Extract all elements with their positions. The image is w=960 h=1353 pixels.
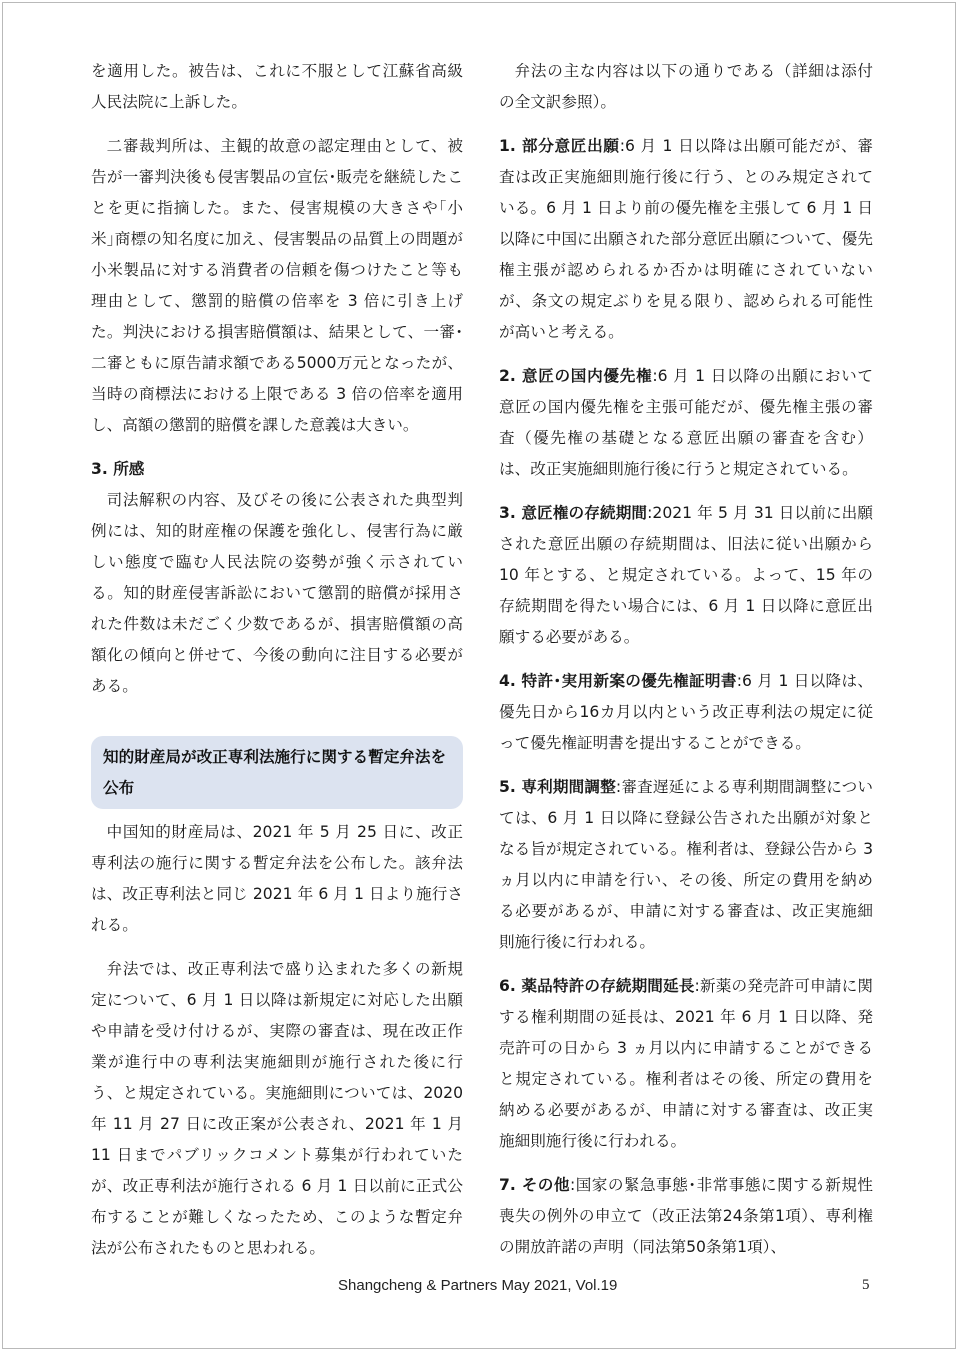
paragraph-measures-detail: 弁法では、改正専利法で盛り込まれた多くの新規定について、6 月 1 日以降は新規定に対応した出願や申請を受け付けるが、実際の審査は、現在改正作業が進行中の専利法実施細則が施行された後に行う、と規定されている。実施細則については、2020 年 11 月 27 日に改正案が公表され、2021 年 1 月 11 日までパブリックコメント募集が行われていたが、改正専利法が施行される 6 月 1 日以前に正式公布することが難しくなったため、このような暫定弁法が公布されたものと思われる。 [91,960,463,1257]
item-heading: 4. 特許･実用新案の優先権証明書 [499,672,737,690]
section-heading-impressions: 3. 所感 [91,460,145,478]
paragraph-impressions: 司法解釈の内容、及びその後に公表された典型判例には、知的財産権の保護を強化し、侵害行為に厳しい態度で臨む人民法院の姿勢が強く示されている。知的財産侵害訴訟において懲罰的賠償が採用された件数は未だごく少数であるが、損害賠償額の高額化の傾向と併せて、今後の動向に注目する必要がある。 [91,491,463,695]
footer-publication: Shangcheng & Partners May 2021, Vol.19 [338,1277,618,1294]
item-heading: 2. 意匠の国内優先権 [499,367,653,385]
list-item [499,131,873,348]
paragraph-measures-intro: 弁法の主な内容は以下の通りである（詳細は添付の全文訳参照）。 [499,62,873,111]
item-body: :6 月 1 日以降は出願可能だが、審査は改正実施細則施行後に行う、とのみ規定されている。6 月 1 日より前の優先権を主張して 6 月 1 日以降に中国に出願された部分意匠出願について、優先権主張が認められるか否かは明確にされていないが、条文の規定ぶりを見る限り、認められる可能性が高いと考える。 [499,137,874,341]
item-body: :6 月 1 日以降の出願において意匠の国内優先権を主張可能だが、優先権主張の審査（優先権の基礎となる意匠出願の審査を含む）は、改正実施細則施行後に行うと規定されている。 [499,367,874,478]
paragraph-second-instance: 二審裁判所は、主観的故意の認定理由として、被告が一審判決後も侵害製品の宣伝･販売を継続したことを更に指摘した。また、侵害規模の大きさや｢小米｣商標の知名度に加え、侵害製品の品質上の問題が小米製品に対する消費者の信頼を傷つけたこと等も理由として、懲罰的賠償の倍率を 3 倍に引き上げた。判決における損害賠償額は、結果として、一審･二審ともに原告請求額である5000万元となったが、当時の商標法における上限である 3 倍の倍率を適用し、高額の懲罰的賠償を課した意義は大きい。 [91,137,463,434]
item-heading: 5. 専利期間調整 [499,778,616,796]
paragraph-announcement: 中国知的財産局は、2021 年 5 月 25 日に、改正専利法の施行に関する暫定弁法を公布した。該弁法は、改正専利法と同じ 2021 年 6 月 1 日より施行される。 [91,823,463,934]
item-body: :6 月 1 日以降は、優先日から16カ月以内という改正専利法の規定に従って優先権証明書を提出することができる。 [499,672,874,752]
right-column [499,56,873,1276]
list-item [499,1170,873,1263]
item-body: :国家の緊急事態･非常事態に関する新規性喪失の例外の申立て（改正法第24条第1項）、専利権の開放許諾の声明（同法第50条第1項）、 [499,1176,873,1256]
topic-heading-box: 知的財産局が改正専利法施行に関する暫定弁法を公布 [91,736,463,809]
list-item [499,666,873,759]
paragraph-trial-appeal: を適用した。被告は、これに不服として江蘇省高級人民法院に上訴した。 [91,62,463,111]
item-heading: 7. その他 [499,1176,570,1194]
list-item [499,498,873,653]
list-item [499,361,873,485]
item-heading: 3. 意匠権の存続期間 [499,504,648,522]
item-body: :審査遅延による専利期間調整については、6 月 1 日以降に登録公告された出願が対象となる旨が規定されている。権利者は、登録公告から 3 ヵ月以内に申請を行い、その後、所定の費用を納める必要があるが、申請に対する審査は、改正実施細則施行後に行われる。 [499,778,873,951]
list-item [499,772,873,958]
page-number: 5 [862,1277,870,1293]
left-column [91,56,463,1277]
item-heading: 6. 薬品特許の存続期間延長 [499,977,695,995]
item-body: :2021 年 5 月 31 日以前に出願された意匠出願の存続期間は、旧法に従い出願から 10 年とする、と規定されている。よって、15 年の存続期間を得たい場合には、6 月 1 日以降に意匠出願する必要がある。 [499,504,873,646]
item-body: :新薬の発売許可申請に関する権利期間の延長は、2021 年 6 月 1 日以降、発売許可の日から 3 ヵ月以内に申請することができると規定されている。権利者はその後、所定の費用を納める必要があるが、申請に対する審査は、改正実施細則施行後に行われる。 [499,977,873,1150]
list-item [499,971,873,1157]
item-heading: 1. 部分意匠出願 [499,137,620,155]
